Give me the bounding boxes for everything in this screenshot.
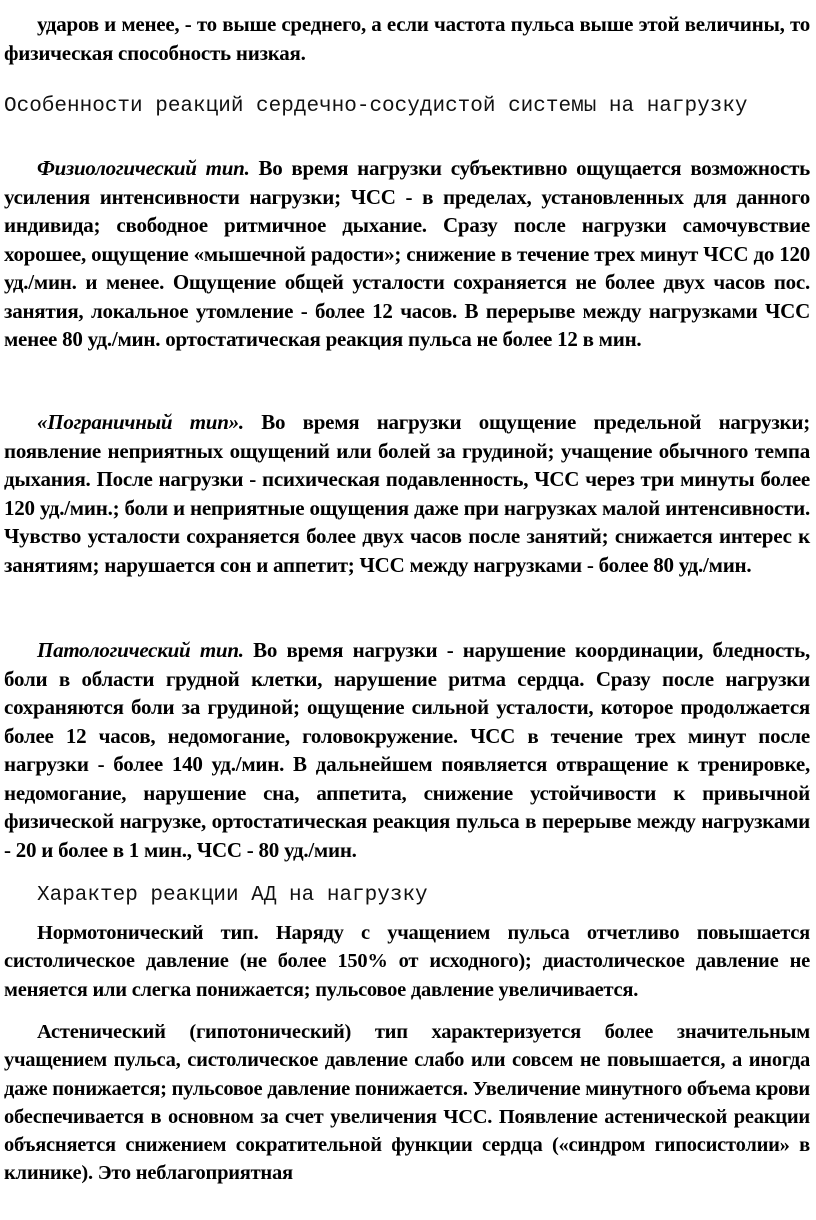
paragraph-pathological-type [4,636,810,864]
paragraph-pathological-text: Во время нагрузки - нарушение координации, бледность, боли в области грудной клетки, нарушение ритма сердца. Сразу после нагрузки сохраняются боли за грудиной; ощущение сильной усталости, которое продолжается более 12 часов, недомогание, головокружение. ЧСС в течение трех минут после нагрузки - более 140 уд./мин. В дальнейшем появляется отвращение к тренировке, недомогание, нарушение сна, аппетита, снижение устойчивости к привычной физической нагрузке, ортостатическая реакция пульса в перерыве между нагрузками - 20 и более в 1 мин., ЧСС - 80 уд./мин. [4,638,810,862]
term-physiological-type: Физиологический тип. [37,156,250,180]
paragraph-borderline-type [4,408,810,579]
intro-paragraph: ударов и менее, - то выше среднего, а если частота пульса выше этой величины, то физическая способность низкая. [4,12,810,65]
paragraph-asthenic-type: Астенический (гипотонический) тип характеризуется более значительным учащением пульса, систолическое давление слабо или совсем не повышается, а иногда даже понижается; пульсовое давление понижается. Увеличение минутного объема крови обеспечивается в основном за счет увеличения ЧСС. Появление астенической реакции объясняется снижением сократительной функции сердца («синдром гипосистолии» в клинике). Это неблагоприятная [4,1021,810,1185]
term-pathological-type: Патологический тип. [37,638,244,662]
term-borderline-type: «Пограничный тип». [37,410,244,434]
paragraph-borderline-text: Во время нагрузки ощущение предельной нагрузки; появление неприятных ощущений или болей за грудиной; учащение обычного темпа дыхания. После нагрузки - психическая подавленность, ЧСС через три минуты более 120 уд./мин.; боли и неприятные ощущения даже при нагрузках малой интенсивности. Чувство усталости сохраняется более двух часов после занятий; снижается интерес к занятиям; нарушается сон и аппетит; ЧСС между нагрузками - более 80 уд./мин. [4,410,810,577]
section-heading-bp-reaction: Характер реакции АД на нагрузку [37,884,428,907]
paragraph-normotonic-type: Нормотонический тип. Наряду с учащением пульса отчетливо повышается систолическое давление (не более 150% от исходного); диастолическое давление не меняется или слегка понижается; пульсовое давление увеличивается. [4,922,810,1001]
paragraph-physiological-type [4,154,810,354]
section-heading-cardio-reactions: Особенности реакций сердечно-сосудистой системы на нагрузку [4,95,748,118]
paragraph-physiological-text: Во время нагрузки субъективно ощущается возможность усиления интенсивности нагрузки; ЧСС - в пределах, установленных для данного индивида; свободное ритмичное дыхание. Сразу после нагрузки самочувствие хорошее, ощущение «мышечной радости»; снижение в течение трех минут ЧСС до 120 уд./мин. и менее. Ощущение общей усталости сохраняется не более двух часов пос. занятия, локальное утомление - более 12 часов. В перерыве между нагрузками ЧСС менее 80 уд./мин. ортостатическая реакция пульса не более 12 в мин. [4,156,810,351]
